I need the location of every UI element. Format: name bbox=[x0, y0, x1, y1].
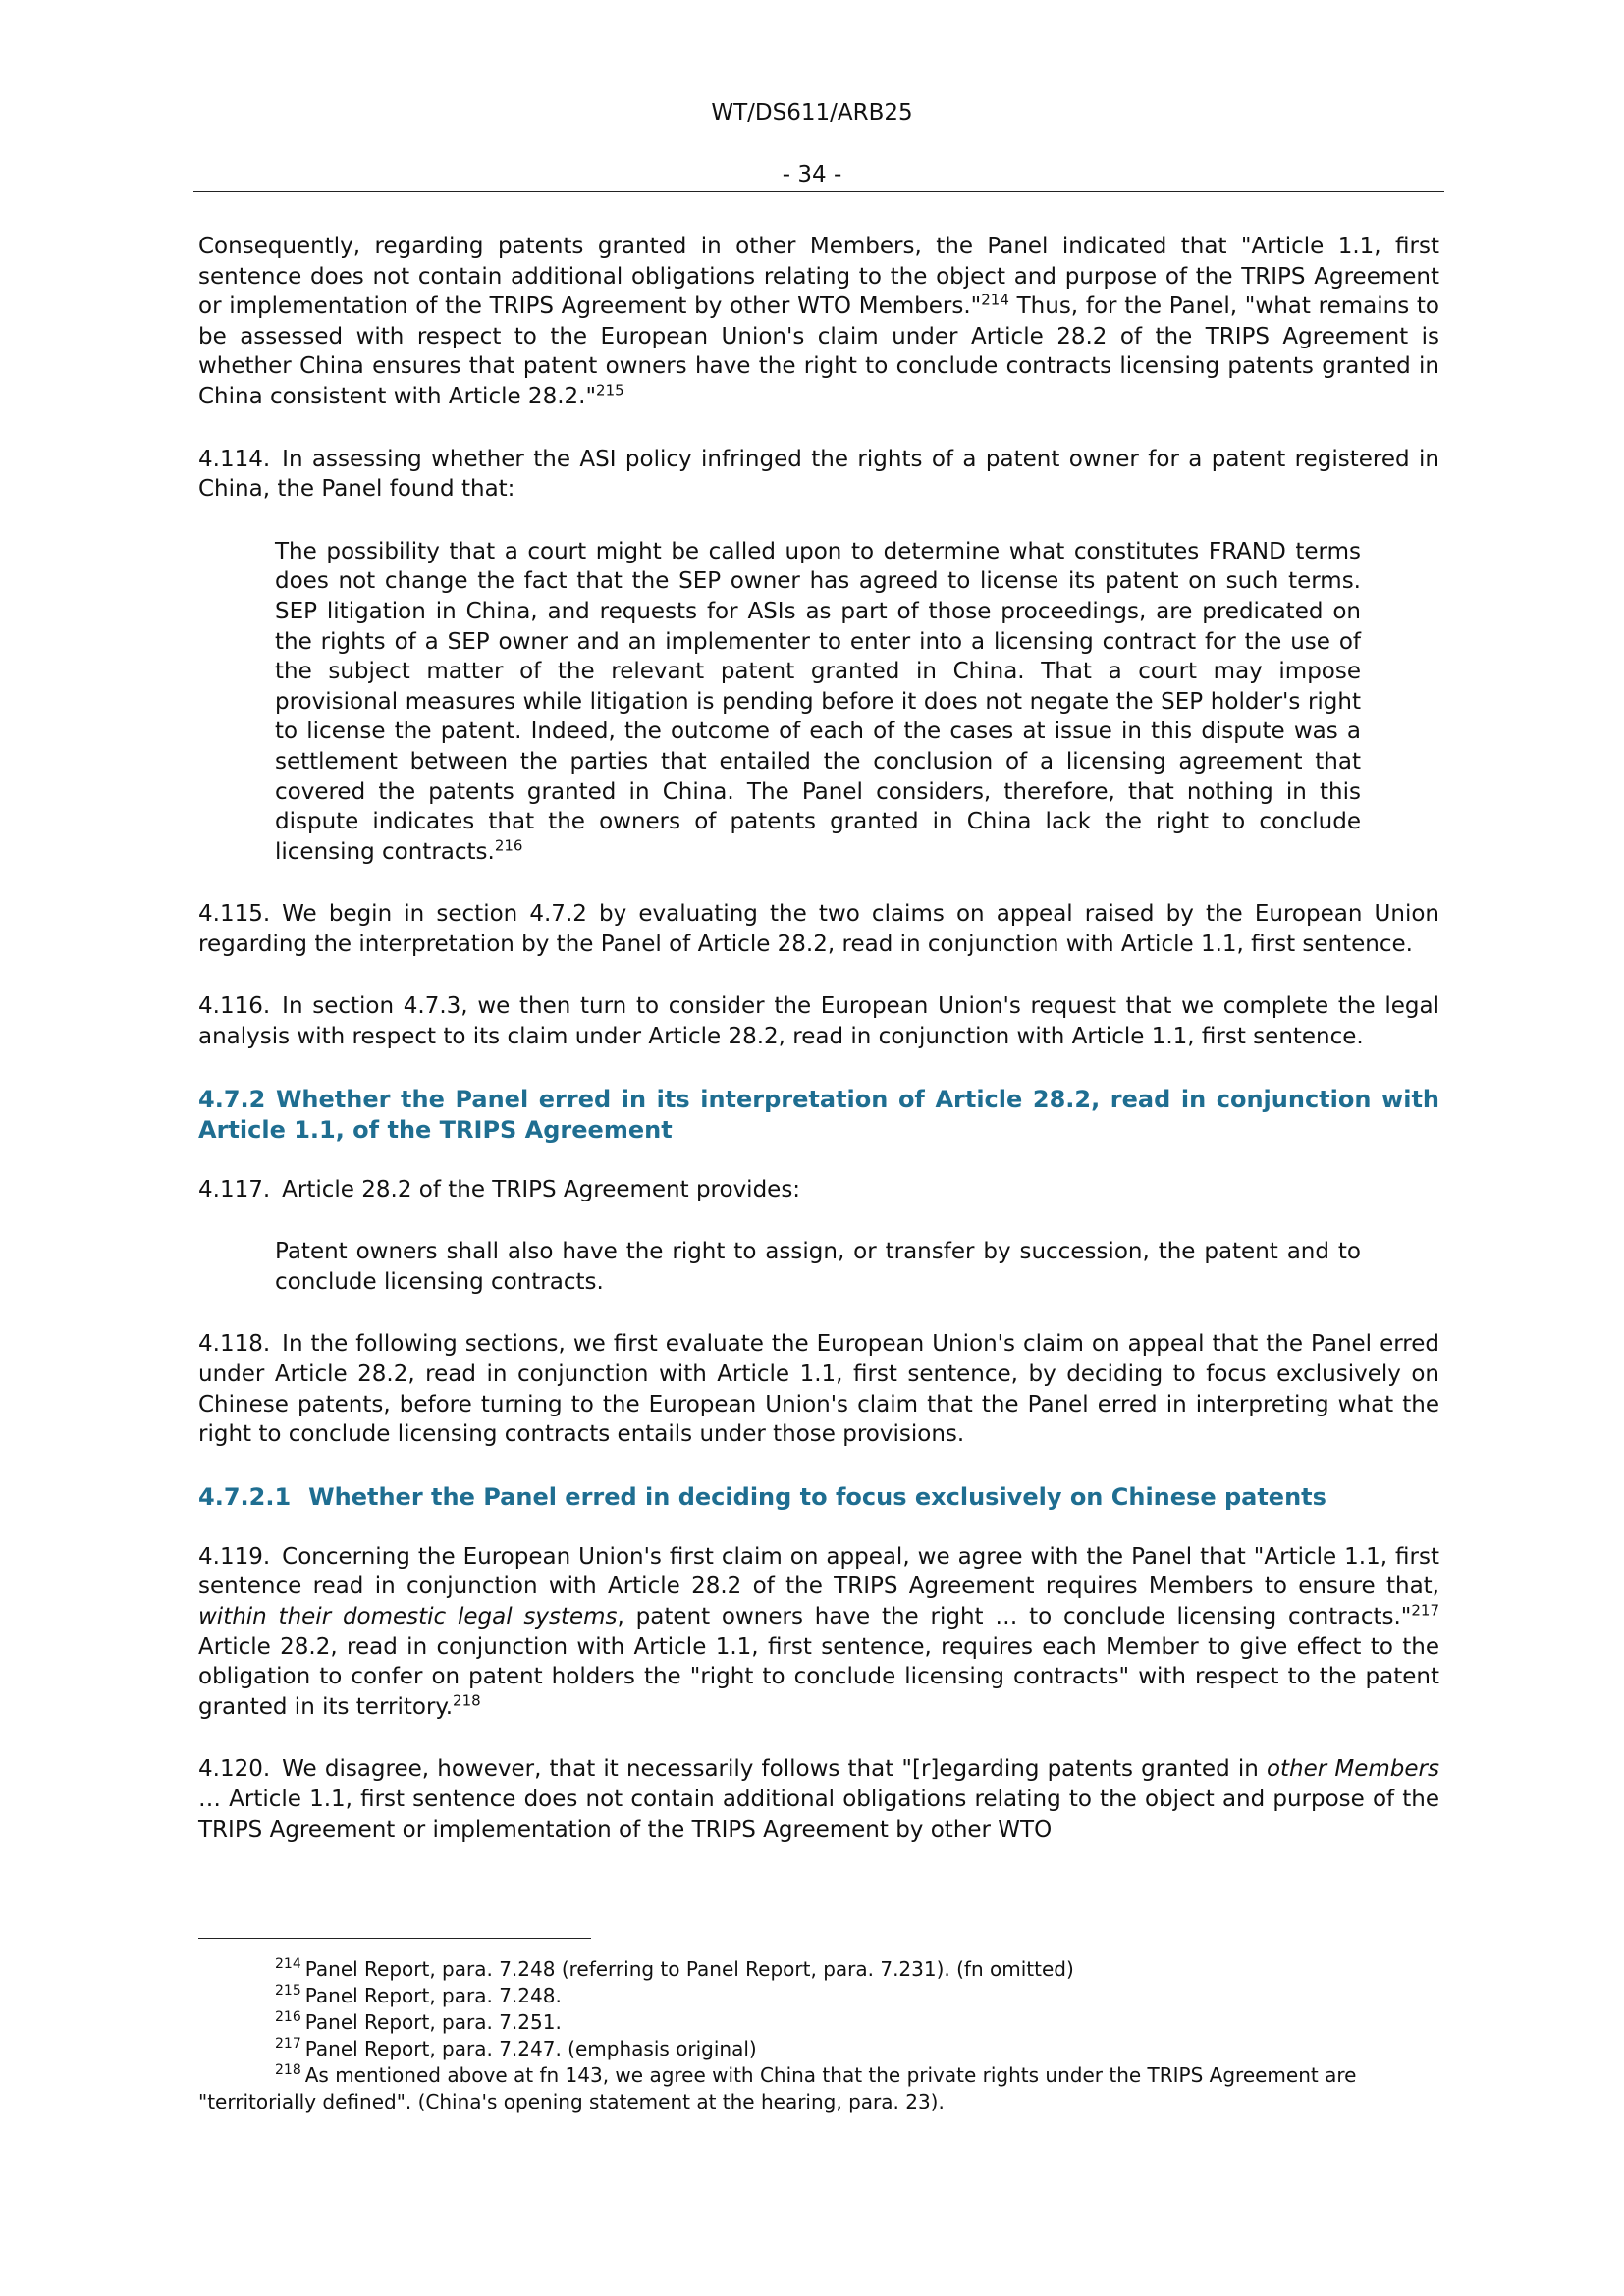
paragraph-number: 4.114. bbox=[198, 446, 271, 472]
intro-paragraph: Consequently, regarding patents granted in other Members, the Panel indicated that "Article 1.1, first sentence does not contain additional obligations relating to the object and purpose of the TRIPS Agreement or implementation of the TRIPS Agreement by other WTO Members."$^{214}$ Thus, for the Panel, "what remains to be assessed with respect to the European Union's claim under Article 28.2 of the TRIPS Agreement is whether China ensures that patent owners have the right to conclude contracts licensing patents granted in China consistent with Article 28.2."$^{215}$ bbox=[198, 234, 1440, 409]
footnote: $^{218}$ As mentioned above at fn 143, we agree with China that the private rights under the TRIPS Agreement are "territorially defined". (China's opening statement at the hearing, para. 23). bbox=[198, 2062, 1357, 2113]
header-rule bbox=[193, 191, 1444, 192]
paragraph-4-116: 4.116. In section 4.7.3, we then turn to consider the European Union's request that we complete the legal analysis with respect to its claim under Article 28.2, read in conjunction with Article 1.1, first sentence. bbox=[198, 993, 1439, 1050]
footnote-ref[interactable]: 216 bbox=[494, 836, 523, 855]
document-symbol: WT/DS611/ARB25 bbox=[711, 100, 913, 126]
footnote: $^{215}$ Panel Report, para. 7.248. bbox=[275, 1983, 562, 2007]
section-heading-4-7-2-1: 4.7.2.1 Whether the Panel erred in deciding to focus exclusively on Chinese patents bbox=[198, 1482, 1326, 1511]
footnote: $^{214}$ Panel Report, para. 7.248 (referring to Panel Report, para. 7.231). (fn omitted) bbox=[275, 1956, 1074, 1981]
block-quote-article-28-2: Patent owners shall also have the right to assign, or transfer by succession, the patent and to conclude licensing contracts. bbox=[275, 1239, 1361, 1295]
paragraph-4-120: 4.120. We disagree, however, that it necessarily follows that "[r]egarding patents granted in other Members … Article 1.1, first sentence does not contain additional obligations relating to the object and purpose of the TRIPS Agreement or implementation of the TRIPS Agreement by other WTO bbox=[198, 1756, 1439, 1842]
footnote-ref[interactable]: 215 bbox=[596, 381, 624, 400]
paragraph-4-114: 4.114. In assessing whether the ASI policy infringed the rights of a patent owner for a patent registered in China, the Panel found that: bbox=[198, 446, 1439, 503]
paragraph-number: 4.120. bbox=[198, 1756, 271, 1783]
paragraph-number: 4.119. bbox=[198, 1543, 271, 1570]
paragraph-4-117: 4.117. Article 28.2 of the TRIPS Agreement provides: bbox=[198, 1176, 801, 1202]
paragraph-number: 4.117. bbox=[198, 1176, 271, 1202]
document-body bbox=[198, 232, 1439, 1877]
footnote: $^{216}$ Panel Report, para. 7.251. bbox=[275, 2009, 562, 2034]
paragraph-4-119: 4.119. Concerning the European Union's first claim on appeal, we agree with the Panel that "Article 1.1, first sentence read in conjunction with Article 28.2 of the TRIPS Agreement requires Members to ensure that, within their domestic legal systems, patent owners have the right … to conclude licensing contracts."$^{217}$ Article 28.2, read in conjunction with Article 1.1, first sentence, requires each Member to give effect to the obligation to confer on patent holders the "right to conclude licensing contracts" with respect to the patent granted in its territory.$^{218}$ bbox=[198, 1543, 1439, 1720]
paragraph-4-118: 4.118. In the following sections, we first evaluate the European Union's claim on appeal that the Panel erred under Article 28.2, read in conjunction with Article 1.1, first sentence, by deciding to focus exclusively on Chinese patents, before turning to the European Union's claim that the Panel erred in interpreting what the right to conclude licensing contracts entails under those provisions. bbox=[198, 1331, 1439, 1448]
footnote-ref[interactable]: 217 bbox=[1411, 1601, 1439, 1620]
footnote: $^{217}$ Panel Report, para. 7.247. (emphasis original) bbox=[275, 2036, 757, 2060]
footnotes bbox=[198, 1956, 1439, 2115]
paragraph-4-115: 4.115. We begin in section 4.7.2 by evaluating the two claims on appeal raised by the European Union regarding the interpretation by the Panel of Article 28.2, read in conjunction with Article 1.1, first sentence. bbox=[198, 901, 1439, 957]
paragraph-number: 4.116. bbox=[198, 993, 271, 1020]
page-number: - 34 - bbox=[782, 162, 842, 187]
footnote-ref[interactable]: 218 bbox=[453, 1691, 481, 1710]
footnote-separator bbox=[198, 1938, 591, 1939]
paragraph-number: 4.118. bbox=[198, 1331, 271, 1358]
section-heading-4-7-2: 4.7.2 Whether the Panel erred in its interpretation of Article 28.2, read in conjunction with Article 1.1, of the TRIPS Agreement bbox=[198, 1085, 1440, 1144]
block-quote-panel-finding: The possibility that a court might be called upon to determine what constitutes FRAND terms does not change the fact that the SEP owner has agreed to license its patent on such terms. SEP litigation in China, and requests for ASIs as part of those proceedings, are predicated on the rights of a SEP owner and an implementer to enter into a licensing contract for the use of the subject matter of the relevant patent granted in China. That a court may impose provisional measures while litigation is pending before it does not negate the SEP holder's right to license the patent. Indeed, the outcome of each of the cases at issue in this dispute was a settlement between the parties that entailed the conclusion of a licensing agreement that covered the patents granted in China. The Panel considers, therefore, that nothing in this dispute indicates that the owners of patents granted in China lack the right to conclude licensing contracts.$^{216}$ bbox=[275, 538, 1361, 865]
footnote-ref[interactable]: 214 bbox=[981, 291, 1009, 309]
paragraph-number: 4.115. bbox=[198, 901, 271, 928]
